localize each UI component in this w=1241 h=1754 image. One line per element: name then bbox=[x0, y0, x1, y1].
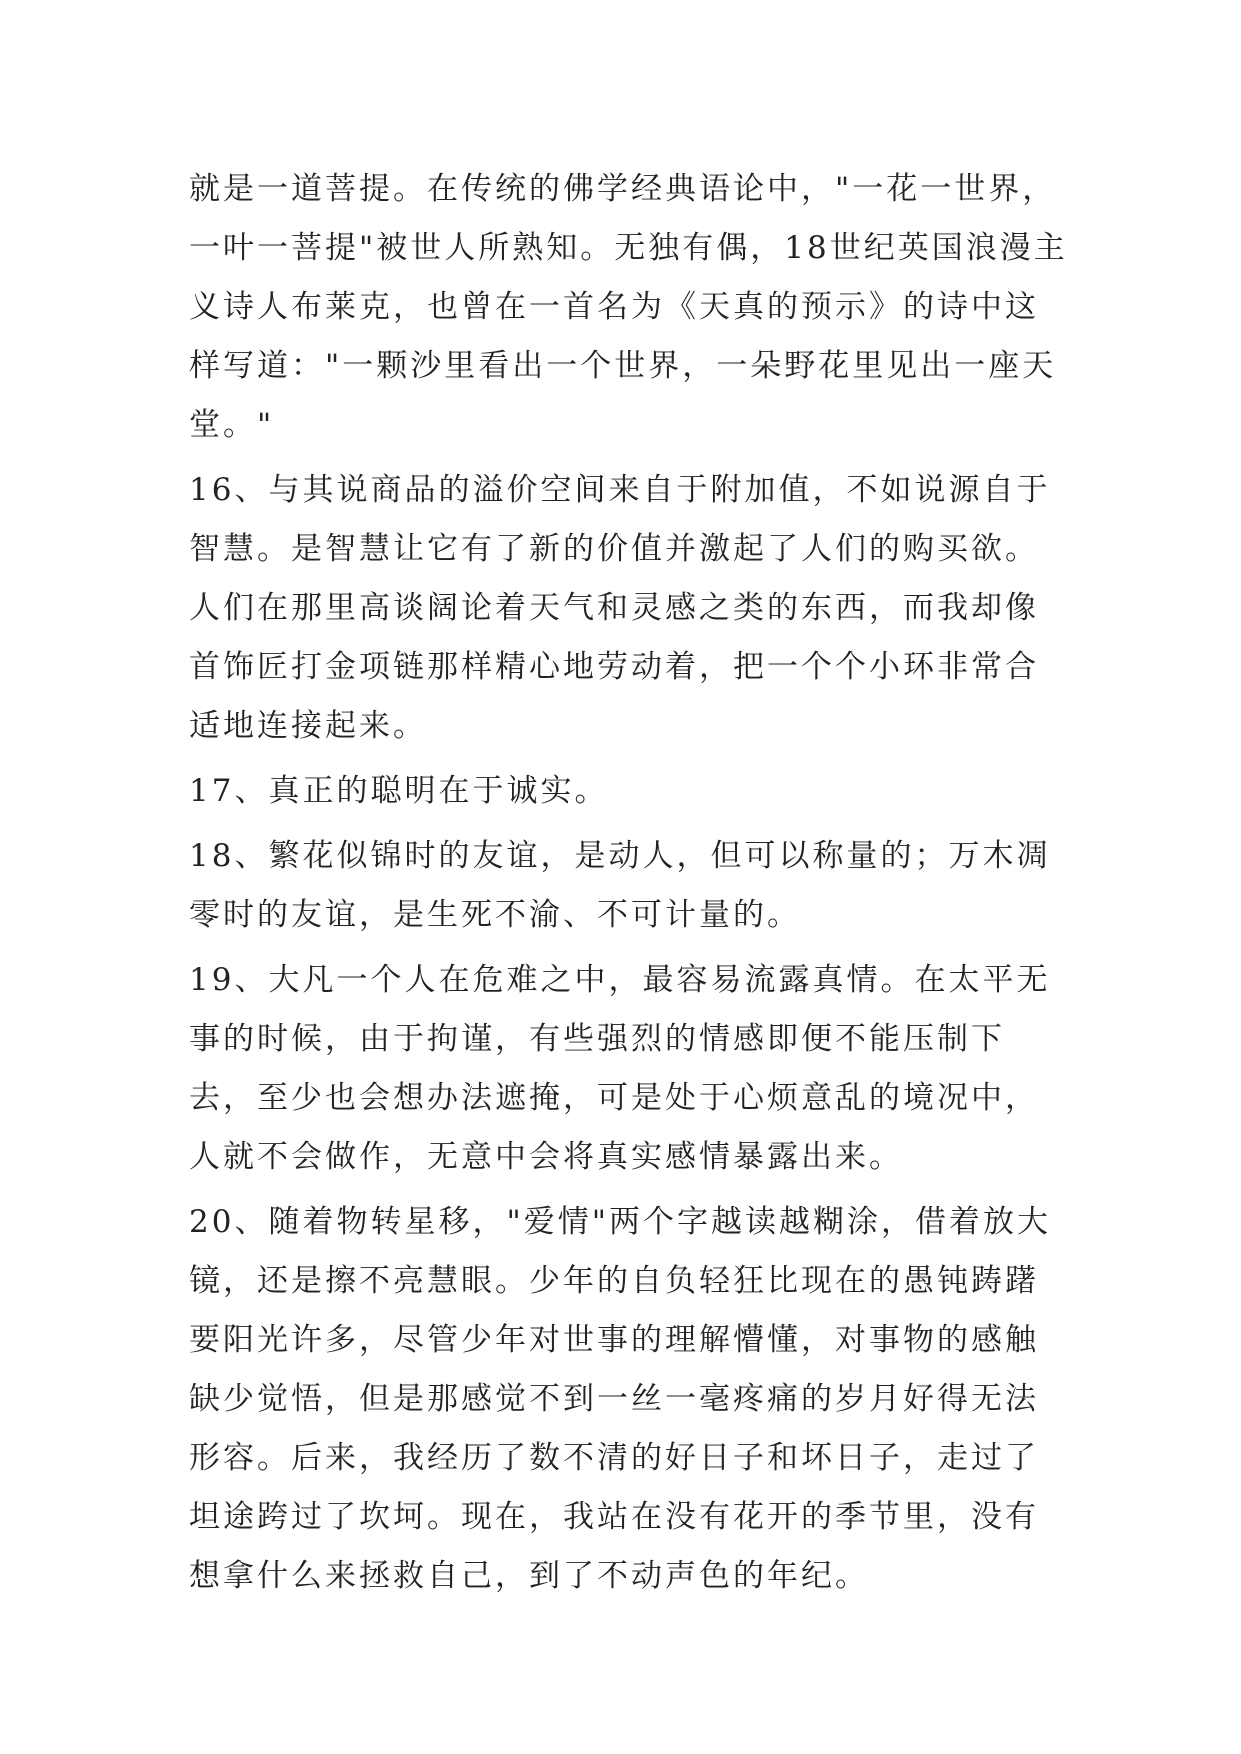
paragraph-17: 17、真正的聪明在于诚实。 bbox=[189, 773, 609, 809]
paragraph-16: 16、与其说商品的溢价空间来自于附加值，不如说源自于智慧。是智慧让它有了新的价值并激起了人们的购买欲。人们在那里高谈阔论着天气和灵感之类的东西，而我却像首饰匠打金项链那样精心地劳动着，把一个个小环非常合适地连接起来。 bbox=[189, 472, 1051, 744]
document-body bbox=[189, 160, 1069, 1612]
paragraph-continuation: 就是一道菩提。在传统的佛学经典语论中，"一花一世界，一叶一菩提"被世人所熟知。无独有偶，18世纪英国浪漫主义诗人布莱克，也曾在一首名为《天真的预示》的诗中这样写道："一颗沙里看出一个世界，一朵野花里见出一座天堂。" bbox=[189, 171, 1068, 443]
paragraph-20: 20、随着物转星移，"爱情"两个字越读越糊涂，借着放大镜，还是擦不亮慧眼。少年的自负轻狂比现在的愚钝踌躇要阳光许多，尽管少年对世事的理解懵懂，对事物的感触缺少觉悟，但是那感觉不到一丝一毫疼痛的岁月好得无法形容。后来，我经历了数不清的好日子和坏日子，走过了坦途跨过了坎坷。现在，我站在没有花开的季节里，没有想拿什么来拯救自己，到了不动声色的年纪。 bbox=[189, 1204, 1051, 1594]
paragraph-19: 19、大凡一个人在危难之中，最容易流露真情。在太平无事的时候，由于拘谨，有些强烈的情感即便不能压制下去，至少也会想办法遮掩，可是处于心烦意乱的境况中，人就不会做作，无意中会将真实感情暴露出来。 bbox=[189, 962, 1051, 1175]
paragraph-18: 18、繁花似锦时的友谊，是动人，但可以称量的；万木凋零时的友谊，是生死不渝、不可计量的。 bbox=[189, 838, 1051, 933]
